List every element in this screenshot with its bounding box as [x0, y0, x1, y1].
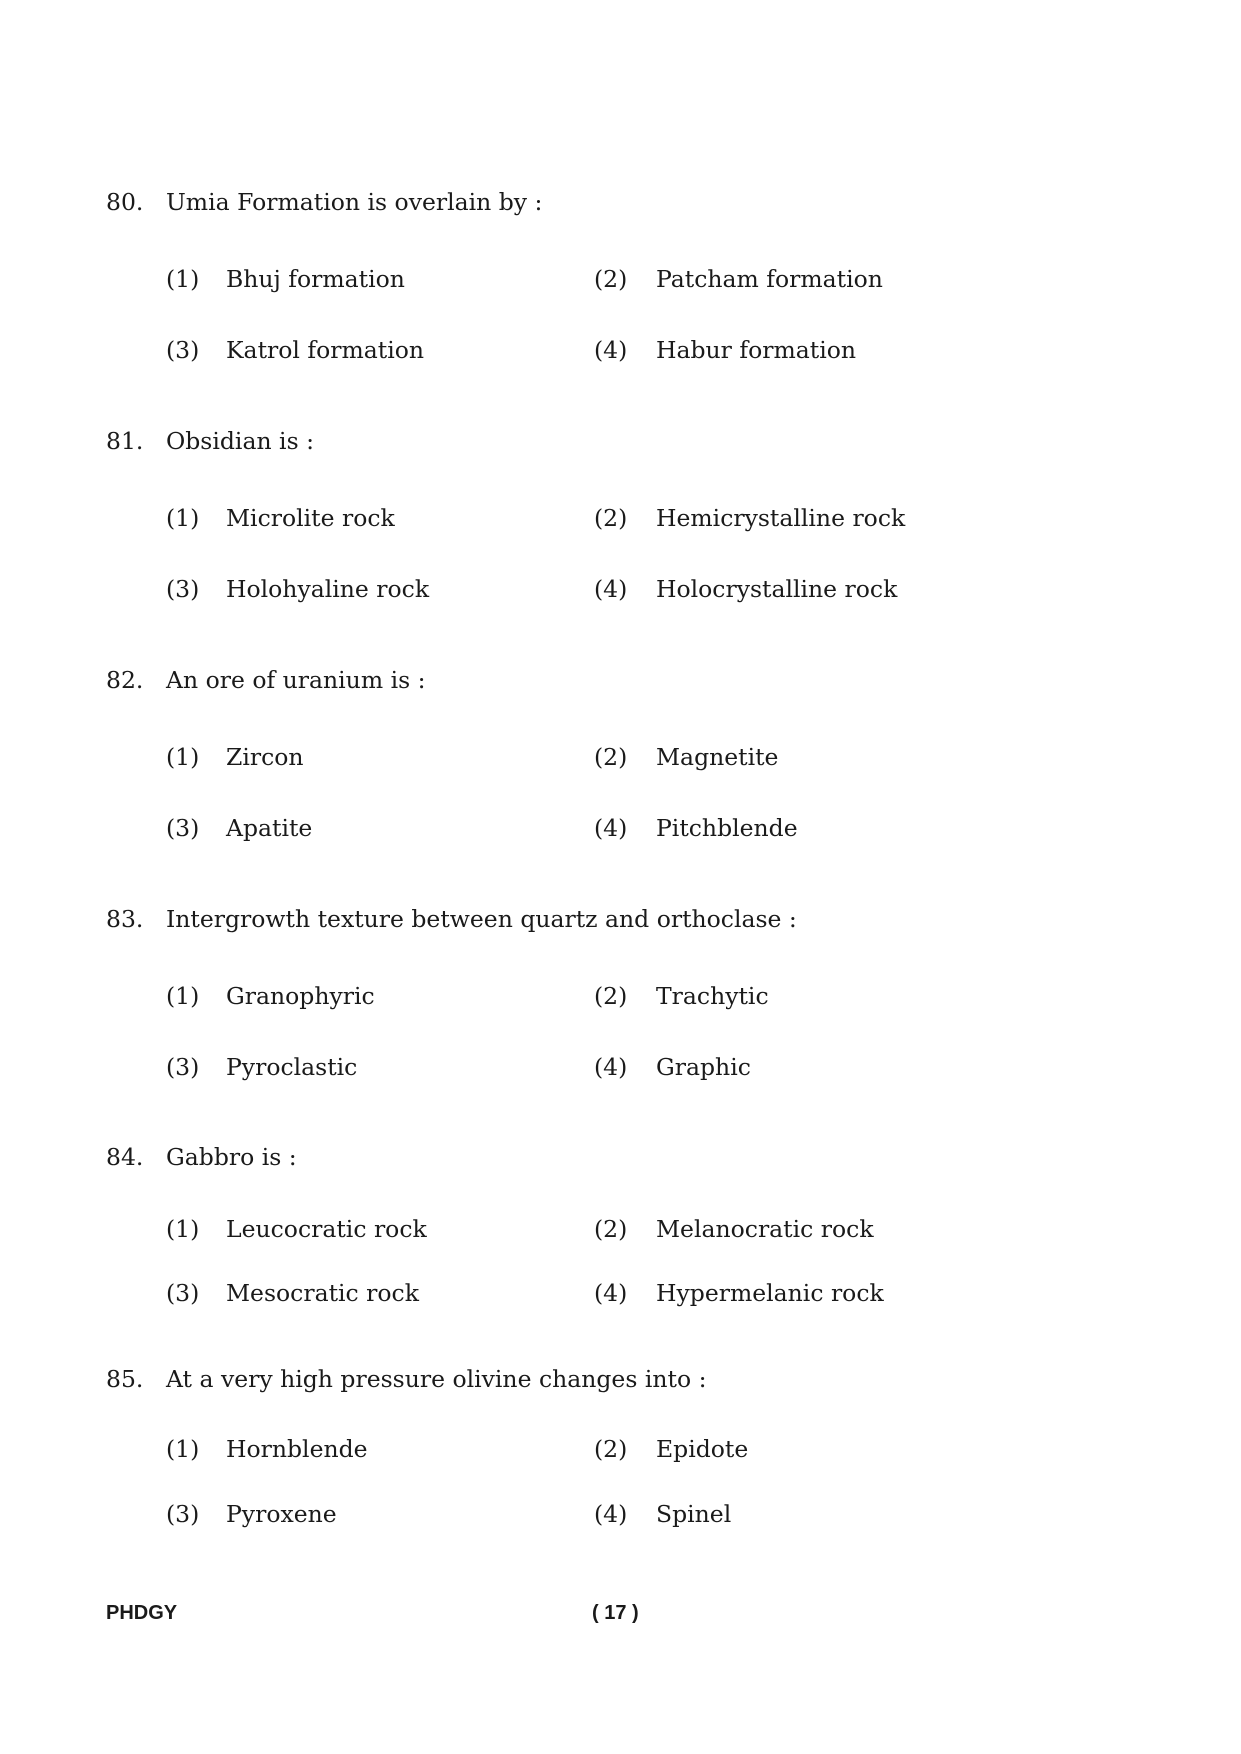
question-number: 80.	[106, 188, 144, 216]
option-text: Pyroclastic	[226, 1053, 358, 1081]
option-text: Apatite	[226, 814, 313, 842]
question-number: 82.	[106, 666, 144, 694]
option-number: (2)	[594, 504, 628, 532]
footer-paper-code: PHDGY	[106, 1602, 178, 1624]
option-text: Katrol formation	[226, 336, 424, 364]
option-number: (1)	[166, 504, 200, 532]
question-text: Umia Formation is overlain by :	[166, 188, 543, 216]
option-text: Magnetite	[656, 743, 779, 771]
option-text: Bhuj formation	[226, 265, 405, 293]
option-text: Holohyaline rock	[226, 575, 430, 603]
question-text: An ore of uranium is :	[166, 666, 426, 694]
question-text: At a very high pressure olivine changes into :	[166, 1365, 707, 1393]
option-number: (3)	[166, 1500, 200, 1528]
option-text: Epidote	[656, 1435, 749, 1463]
option-text: Habur formation	[656, 336, 857, 364]
option-text: Graphic	[656, 1053, 751, 1081]
option-text: Leucocratic rock	[226, 1215, 427, 1243]
option-text: Hypermelanic rock	[656, 1279, 884, 1307]
question-number: 81.	[106, 427, 144, 455]
question-text: Gabbro is :	[166, 1143, 297, 1171]
option-number: (3)	[166, 814, 200, 842]
question-number: 84.	[106, 1143, 144, 1171]
option-text: Holocrystalline rock	[656, 575, 898, 603]
option-number: (4)	[594, 336, 628, 364]
option-number: (1)	[166, 982, 200, 1010]
question-number: 85.	[106, 1365, 144, 1393]
option-number: (1)	[166, 265, 200, 293]
option-number: (1)	[166, 743, 200, 771]
footer-page-number: ( 17 )	[592, 1602, 639, 1624]
question-text: Obsidian is :	[166, 427, 315, 455]
option-text: Microlite rock	[226, 504, 395, 532]
option-number: (4)	[594, 1053, 628, 1081]
option-number: (4)	[594, 1279, 628, 1307]
option-text: Hemicrystalline rock	[656, 504, 906, 532]
option-text: Pyroxene	[226, 1500, 337, 1528]
option-text: Patcham formation	[656, 265, 883, 293]
option-number: (3)	[166, 575, 200, 603]
option-number: (2)	[594, 1435, 628, 1463]
option-number: (2)	[594, 265, 628, 293]
option-number: (3)	[166, 336, 200, 364]
question-number: 83.	[106, 905, 144, 933]
option-number: (1)	[166, 1215, 200, 1243]
option-number: (3)	[166, 1279, 200, 1307]
option-number: (4)	[594, 814, 628, 842]
option-text: Mesocratic rock	[226, 1279, 419, 1307]
option-number: (4)	[594, 575, 628, 603]
option-text: Pitchblende	[656, 814, 798, 842]
option-number: (2)	[594, 1215, 628, 1243]
option-number: (2)	[594, 982, 628, 1010]
option-text: Granophyric	[226, 982, 375, 1010]
option-text: Zircon	[226, 743, 304, 771]
option-number: (1)	[166, 1435, 200, 1463]
option-number: (2)	[594, 743, 628, 771]
option-number: (3)	[166, 1053, 200, 1081]
option-text: Melanocratic rock	[656, 1215, 874, 1243]
option-number: (4)	[594, 1500, 628, 1528]
option-text: Spinel	[656, 1500, 732, 1528]
option-text: Hornblende	[226, 1435, 368, 1463]
question-text: Intergrowth texture between quartz and orthoclase :	[166, 905, 797, 933]
option-text: Trachytic	[656, 982, 769, 1010]
